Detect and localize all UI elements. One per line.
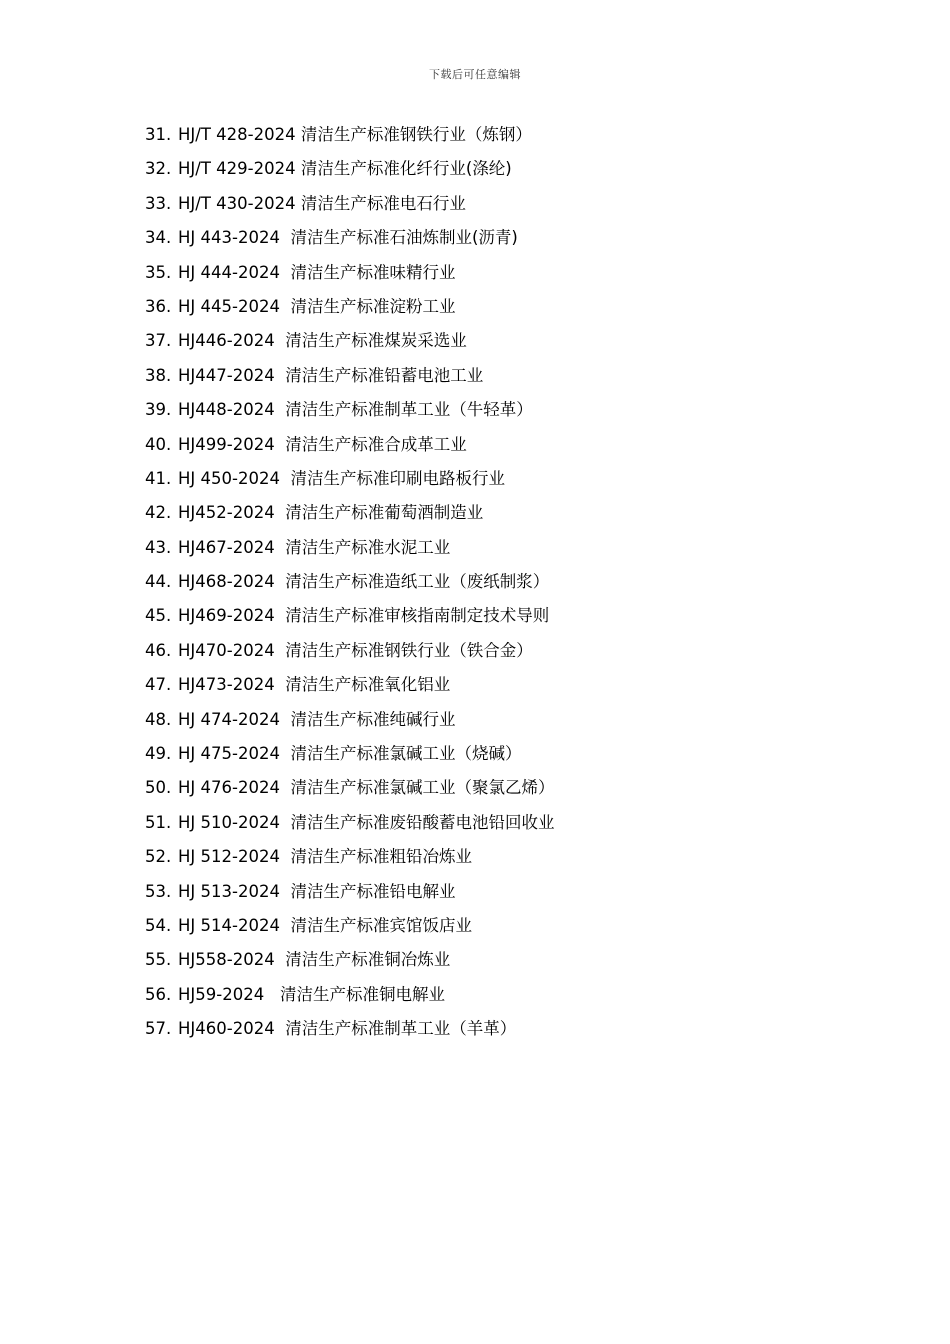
list-item <box>145 737 554 771</box>
item-text: HJ 513-2024 清洁生产标准铅电解业 <box>178 881 456 901</box>
item-text: HJ558-2024 清洁生产标准铜冶炼业 <box>178 950 451 970</box>
item-text: HJ 514-2024 清洁生产标准宾馆饭店业 <box>178 915 472 935</box>
item-number: 56. <box>145 984 172 1004</box>
item-text: HJ447-2024 清洁生产标准铅蓄电池工业 <box>178 365 484 385</box>
item-text: HJ460-2024 清洁生产标准制革工业（羊革） <box>178 1019 517 1039</box>
list-item <box>145 703 554 737</box>
list-item <box>145 806 554 840</box>
item-text: HJ473-2024 清洁生产标准氧化铝业 <box>178 675 451 695</box>
item-number: 45. <box>145 606 172 626</box>
item-text: HJ469-2024 清洁生产标准审核指南制定技术导则 <box>178 606 550 626</box>
item-text: HJ499-2024 清洁生产标准合成革工业 <box>178 434 467 454</box>
item-text: HJ452-2024 清洁生产标准葡萄酒制造业 <box>178 503 484 523</box>
list-item <box>145 152 554 186</box>
standards-list <box>145 118 554 1047</box>
list-item <box>145 462 554 496</box>
item-number: 50. <box>145 778 172 798</box>
item-text: HJ/T 428-2024 清洁生产标准钢铁行业（炼钢） <box>178 125 532 144</box>
list-item <box>145 393 554 427</box>
list-item <box>145 599 554 633</box>
item-text: HJ446-2024 清洁生产标准煤炭采选业 <box>178 331 467 351</box>
item-number: 37. <box>145 331 172 351</box>
item-number: 41. <box>145 468 172 488</box>
list-item <box>145 221 554 255</box>
item-text: HJ 474-2024 清洁生产标准纯碱行业 <box>178 709 456 729</box>
item-text: HJ/T 430-2024 清洁生产标准电石行业 <box>178 193 466 213</box>
item-text: HJ 445-2024 清洁生产标准淀粉工业 <box>178 296 456 316</box>
list-item <box>145 187 554 221</box>
list-item <box>145 840 554 874</box>
item-number: 32. <box>145 159 172 179</box>
item-number: 42. <box>145 503 172 523</box>
item-number: 33. <box>145 193 172 213</box>
item-number: 31. <box>145 125 172 144</box>
item-text: HJ 443-2024 清洁生产标准石油炼制业(沥青) <box>178 228 518 248</box>
item-number: 43. <box>145 537 172 557</box>
list-item <box>145 771 554 805</box>
item-text: HJ 475-2024 清洁生产标准氯碱工业（烧碱） <box>178 744 522 764</box>
item-number: 44. <box>145 572 172 592</box>
item-text: HJ467-2024 清洁生产标准水泥工业 <box>178 537 451 557</box>
item-text: HJ470-2024 清洁生产标准钢铁行业（铁合金） <box>178 640 533 660</box>
list-item <box>145 531 554 565</box>
item-number: 36. <box>145 296 172 316</box>
item-number: 55. <box>145 950 172 970</box>
item-text: HJ/T 429-2024 清洁生产标准化纤行业(涤纶) <box>178 159 512 179</box>
list-item <box>145 290 554 324</box>
list-item <box>145 978 554 1012</box>
item-number: 39. <box>145 400 172 420</box>
item-text: HJ 512-2024 清洁生产标准粗铅冶炼业 <box>178 847 472 867</box>
item-text: HJ59-2024 清洁生产标准铜电解业 <box>178 984 445 1004</box>
list-item <box>145 565 554 599</box>
item-text: HJ448-2024 清洁生产标准制革工业（牛轻革） <box>178 400 533 420</box>
list-item <box>145 118 554 152</box>
item-number: 53. <box>145 881 172 901</box>
list-item <box>145 496 554 530</box>
list-item <box>145 324 554 358</box>
list-item <box>145 428 554 462</box>
list-item <box>145 1012 554 1046</box>
item-text: HJ468-2024 清洁生产标准造纸工业（废纸制浆） <box>178 572 550 592</box>
item-text: HJ 510-2024 清洁生产标准废铅酸蓄电池铅回收业 <box>178 812 555 832</box>
list-item <box>145 943 554 977</box>
list-item <box>145 668 554 702</box>
list-item <box>145 875 554 909</box>
list-item <box>145 909 554 943</box>
item-text: HJ 476-2024 清洁生产标准氯碱工业（聚氯乙烯） <box>178 778 555 798</box>
item-text: HJ 444-2024 清洁生产标准味精行业 <box>178 262 456 282</box>
item-number: 47. <box>145 675 172 695</box>
page-header: 下载后可任意编辑 <box>429 68 521 81</box>
item-number: 46. <box>145 640 172 660</box>
item-number: 48. <box>145 709 172 729</box>
item-number: 51. <box>145 812 172 832</box>
item-number: 52. <box>145 847 172 867</box>
item-text: HJ 450-2024 清洁生产标准印刷电路板行业 <box>178 468 505 488</box>
list-item <box>145 634 554 668</box>
item-number: 57. <box>145 1019 172 1039</box>
item-number: 40. <box>145 434 172 454</box>
item-number: 38. <box>145 365 172 385</box>
item-number: 34. <box>145 228 172 248</box>
list-item <box>145 256 554 290</box>
list-item <box>145 359 554 393</box>
item-number: 35. <box>145 262 172 282</box>
item-number: 54. <box>145 915 172 935</box>
item-number: 49. <box>145 744 172 764</box>
